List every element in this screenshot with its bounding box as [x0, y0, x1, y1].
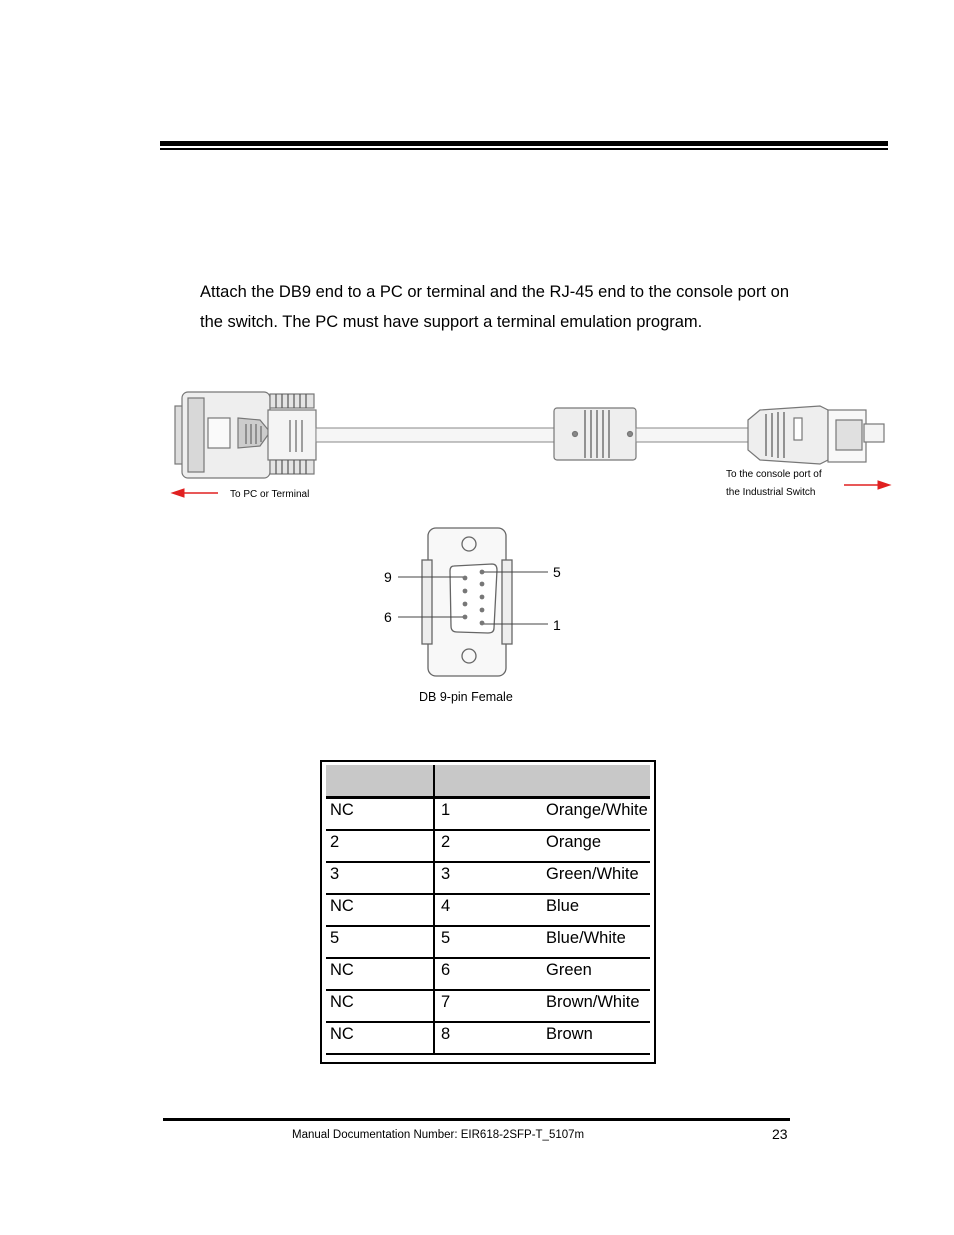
db9-connector-drawing — [175, 392, 316, 478]
intro-paragraph: Attach the DB9 end to a PC or terminal and the RJ-45 end to the console port on the switch. The PC must have support a terminal emulation program. — [200, 282, 789, 331]
pin-6-label: 6 — [384, 609, 392, 625]
page-number: 23 — [772, 1126, 788, 1142]
table-row — [326, 798, 650, 831]
to-console-label-1: To the console port of — [726, 469, 822, 480]
table-header-row — [326, 765, 650, 798]
db9-pin-cell: 3 — [326, 862, 434, 894]
db9-pin-diagram — [370, 520, 580, 710]
rj45-pin-cell: 7 — [434, 990, 542, 1022]
header-cell-db9 — [326, 765, 434, 798]
header-rule — [160, 141, 888, 150]
wire-color-cell: Green — [542, 958, 650, 990]
rj45-pin-cell: 8 — [434, 1022, 542, 1054]
wire-color-cell: Orange/White — [542, 798, 650, 831]
right-arrow — [844, 481, 890, 489]
rj45-pin-cell: 2 — [434, 830, 542, 862]
pin-1-label: 1 — [553, 617, 561, 633]
db9-pin-cell: 5 — [326, 926, 434, 958]
rj45-pin-cell: 3 — [434, 862, 542, 894]
ferrite-core-drawing — [554, 408, 636, 460]
pin-9-label: 9 — [384, 569, 392, 585]
footer-rule — [163, 1118, 790, 1121]
wire-color-cell: Orange — [542, 830, 650, 862]
rj45-pin-cell: 1 — [434, 798, 542, 831]
db9-pin-cell: NC — [326, 958, 434, 990]
table-row — [326, 862, 650, 894]
rj45-connector-drawing — [748, 406, 884, 464]
pin-assignment-table — [320, 760, 656, 1064]
db9-pin-cell: NC — [326, 798, 434, 831]
header-cell-rj45 — [434, 765, 650, 798]
rj45-pin-cell: 6 — [434, 958, 542, 990]
wire-color-cell: Brown — [542, 1022, 650, 1054]
to-console-label-2: the Industrial Switch — [726, 487, 816, 498]
table-row — [326, 958, 650, 990]
wire-color-cell: Blue — [542, 894, 650, 926]
db9-pin-cell: NC — [326, 990, 434, 1022]
wire-color-cell: Blue/White — [542, 926, 650, 958]
db9-caption: DB 9-pin Female — [419, 690, 513, 704]
cable-illustration — [160, 380, 900, 515]
table-row — [326, 1022, 650, 1054]
to-pc-label: To PC or Terminal — [230, 489, 310, 500]
rj45-pin-cell: 5 — [434, 926, 542, 958]
rj45-pin-cell: 4 — [434, 894, 542, 926]
table-row — [326, 926, 650, 958]
db9-pin-cell: NC — [326, 894, 434, 926]
db9-pin-cell: 2 — [326, 830, 434, 862]
table-row — [326, 894, 650, 926]
table-row — [326, 990, 650, 1022]
left-arrow — [172, 489, 218, 497]
pin-5-label: 5 — [553, 564, 561, 580]
wire-color-cell: Green/White — [542, 862, 650, 894]
wire-color-cell: Brown/White — [542, 990, 650, 1022]
db9-pin-cell: NC — [326, 1022, 434, 1054]
footer-doc-number: Manual Documentation Number: EIR618-2SFP-T_5107m — [292, 1129, 585, 1141]
table-row — [326, 830, 650, 862]
